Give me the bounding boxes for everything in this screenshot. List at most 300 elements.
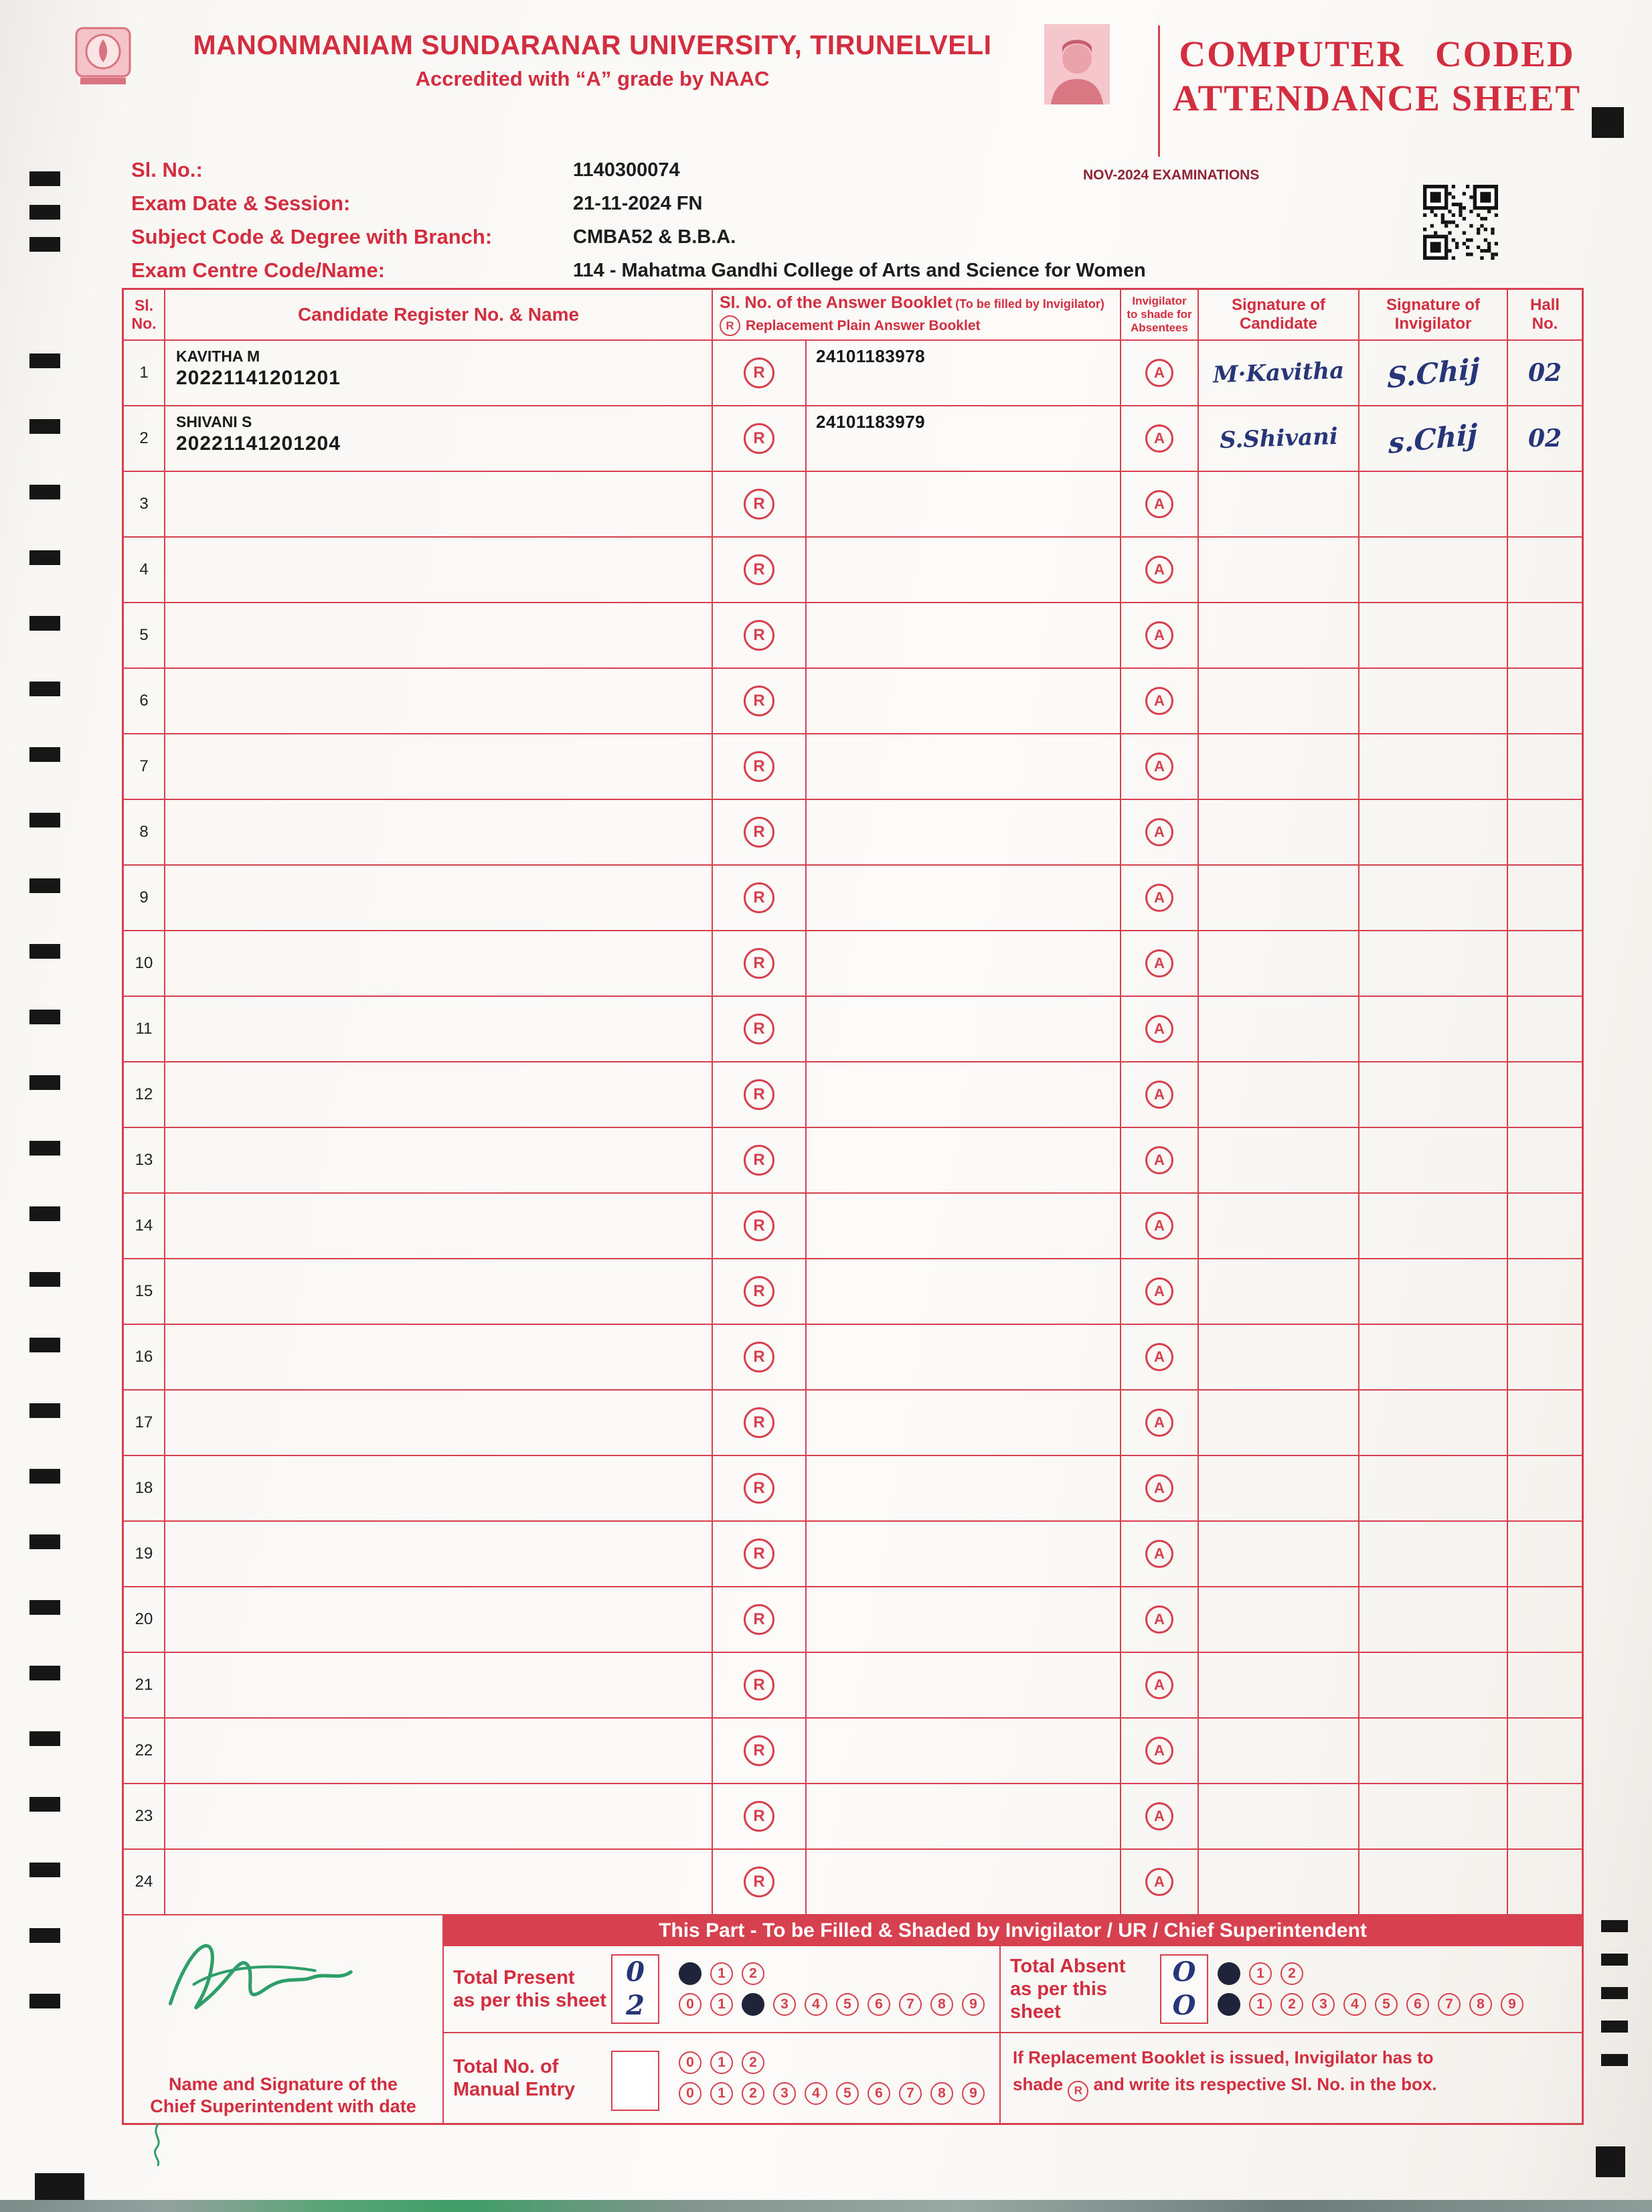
invigilator-signature-cell	[1359, 406, 1508, 472]
total-present-tens-bubble-2: 2	[742, 1962, 764, 1985]
sheet-title-line2: ATTENDANCE SHEET	[1172, 78, 1582, 118]
replacement-icon: R	[744, 1538, 774, 1569]
replacement-icon: R	[744, 686, 774, 716]
absent-marker-cell	[1121, 1128, 1199, 1194]
absent-icon: A	[1145, 1081, 1173, 1109]
booklet-number-cell	[807, 1522, 1121, 1587]
row-sl-no: 6	[124, 669, 165, 734]
registration-mark	[1601, 1920, 1628, 1932]
hall-no-cell	[1508, 341, 1582, 406]
footer-banner: This Part - To be Filled & Shaded by Invigilator / UR / Chief Superintendent	[444, 1915, 1582, 1946]
total-present-units-bubble-3: 3	[773, 1993, 796, 2016]
total-absent-tens-row	[1218, 1962, 1582, 1985]
registration-mark	[29, 1010, 60, 1024]
candidate-cell	[165, 1784, 713, 1850]
invigilator-signature-cell	[1359, 1784, 1508, 1850]
candidate-cell	[165, 1062, 713, 1128]
candidate-cell	[165, 997, 713, 1062]
booklet-number-cell: 24101183979	[807, 406, 1121, 472]
row-sl-no: 13	[124, 1128, 165, 1194]
hall-no-cell	[1508, 1587, 1582, 1653]
absent-marker-cell	[1121, 472, 1199, 538]
table-row	[124, 997, 1582, 1062]
replacement-icon: R	[744, 620, 774, 651]
manual-entry-tens-bubble-0: 0	[679, 2051, 701, 2074]
table-row	[124, 1391, 1582, 1456]
candidate-signature-cell	[1199, 1259, 1359, 1325]
candidate-signature-cell	[1199, 1850, 1359, 1915]
invigilator-signature-cell	[1359, 1719, 1508, 1784]
header-signature-candidate: Signature of Candidate	[1199, 290, 1359, 341]
header-absent-shade: Invigilator to shade for Absentees	[1121, 290, 1199, 341]
row-sl-no: 23	[124, 1784, 165, 1850]
total-present-bubbles	[675, 1946, 999, 2032]
total-absent-written-tens: O	[1172, 1956, 1196, 1988]
booklet-number-cell	[807, 1850, 1121, 1915]
absent-marker-cell	[1121, 931, 1199, 997]
hall-no-cell	[1508, 1784, 1582, 1850]
candidate-cell	[165, 1653, 713, 1719]
registration-mark	[29, 813, 60, 827]
absent-marker-cell	[1121, 1194, 1199, 1259]
invigilator-signature-cell	[1359, 1522, 1508, 1587]
absent-marker-cell	[1121, 1391, 1199, 1456]
absent-marker-cell	[1121, 341, 1199, 406]
invigilator-signature-cell	[1359, 931, 1508, 997]
total-present-units-bubble-8: 8	[930, 1993, 953, 2016]
replacement-icon: R	[744, 1735, 774, 1766]
total-present-units-bubble-2	[742, 1993, 764, 2016]
manual-entry-units-bubble-8: 8	[930, 2082, 953, 2105]
candidate-cell	[165, 800, 713, 866]
absent-icon: A	[1145, 1277, 1173, 1306]
absent-marker-cell	[1121, 1587, 1199, 1653]
founder-portrait	[1044, 24, 1110, 108]
header-booklet	[713, 290, 1121, 341]
invigilator-signature-cell	[1359, 1325, 1508, 1391]
replacement-marker-cell	[713, 1653, 807, 1719]
total-present-written-units: 2	[626, 1990, 645, 2021]
exam-date-value: 21-11-2024 FN	[573, 193, 703, 214]
registration-mark	[1592, 107, 1624, 138]
booklet-number-cell	[807, 1653, 1121, 1719]
registration-mark	[29, 878, 60, 893]
candidate-cell	[165, 1325, 713, 1391]
sl-no-label: Sl. No.:	[131, 158, 203, 181]
replacement-marker-cell	[713, 341, 807, 406]
hall-no-cell	[1508, 931, 1582, 997]
replacement-marker-cell	[713, 1719, 807, 1784]
invigilator-signature-cell	[1359, 1062, 1508, 1128]
absent-icon: A	[1145, 1015, 1173, 1043]
registration-mark	[29, 1863, 60, 1877]
total-absent-label: Total Absent as per this sheet	[999, 1946, 1160, 2032]
invigilator-signature-cell	[1359, 1850, 1508, 1915]
total-present-units-row	[679, 1993, 999, 2016]
header-booklet-sub: Replacement Plain Answer Booklet	[746, 317, 981, 333]
registration-mark	[29, 1666, 60, 1680]
absent-icon: A	[1145, 424, 1173, 453]
total-absent-written-units: O	[1172, 1990, 1196, 2021]
sheet-title-line1: COMPUTER CODED	[1179, 33, 1575, 74]
registration-mark	[29, 1731, 60, 1746]
candidate-cell	[165, 538, 713, 603]
invigilator-signature-cell	[1359, 603, 1508, 669]
table-row	[124, 1719, 1582, 1784]
replacement-marker-cell	[713, 1259, 807, 1325]
total-absent-units-bubble-4: 4	[1343, 1993, 1366, 2016]
candidate-cell	[165, 931, 713, 997]
registration-mark	[1601, 1954, 1628, 1966]
row-sl-no: 17	[124, 1391, 165, 1456]
candidate-signature-cell	[1199, 341, 1359, 406]
header-signature-invigilator: Signature of Invigilator	[1359, 290, 1508, 341]
invigilator-signature-cell	[1359, 341, 1508, 406]
row-sl-no: 20	[124, 1587, 165, 1653]
candidate-register-no: 20221141201201	[176, 367, 341, 389]
absent-icon: A	[1145, 753, 1173, 781]
replacement-marker-cell	[713, 1522, 807, 1587]
registration-mark	[29, 1338, 60, 1352]
header-booklet-note: (To be filled by Invigilator)	[955, 297, 1104, 311]
total-present-units-bubble-9: 9	[962, 1993, 985, 2016]
invigilator-signature-cell	[1359, 1653, 1508, 1719]
hall-no-cell	[1508, 1850, 1582, 1915]
candidate-signature-cell	[1199, 1391, 1359, 1456]
table-row	[124, 341, 1582, 406]
total-present-units-bubble-6: 6	[868, 1993, 890, 2016]
table-row	[124, 800, 1582, 866]
table-row	[124, 931, 1582, 997]
replacement-icon: R	[744, 1670, 774, 1701]
candidate-signature-cell	[1199, 538, 1359, 603]
registration-mark	[29, 1600, 60, 1615]
hall-no-cell	[1508, 1128, 1582, 1194]
hall-no-cell	[1508, 538, 1582, 603]
absent-icon: A	[1145, 1409, 1173, 1437]
replacement-marker-cell	[713, 1850, 807, 1915]
replacement-icon: R	[744, 1145, 774, 1176]
centre-label: Exam Centre Code/Name:	[131, 258, 386, 282]
hall-no-cell	[1508, 1062, 1582, 1128]
attendance-table	[122, 288, 1584, 2125]
manual-entry-units-bubble-5: 5	[836, 2082, 859, 2105]
booklet-number-cell	[807, 1391, 1121, 1456]
booklet-number-cell	[807, 1194, 1121, 1259]
replacement-icon: R	[744, 489, 774, 520]
registration-mark	[29, 1928, 60, 1943]
manual-entry-units-bubble-2: 2	[742, 2082, 764, 2105]
hall-no-cell	[1508, 1653, 1582, 1719]
table-row	[124, 1653, 1582, 1719]
total-absent-units-bubble-3: 3	[1312, 1993, 1335, 2016]
candidate-signature-cell	[1199, 866, 1359, 931]
hall-no-cell	[1508, 1522, 1582, 1587]
university-name: MANONMANIAM SUNDARANAR UNIVERSITY, TIRUNELVELI	[193, 29, 992, 60]
replacement-marker-cell	[713, 1587, 807, 1653]
registration-mark	[29, 171, 60, 186]
candidate-cell	[165, 1194, 713, 1259]
absent-marker-cell	[1121, 734, 1199, 800]
total-present-written-box	[611, 1946, 675, 2032]
replacement-icon: R	[744, 1801, 774, 1832]
candidate-cell	[165, 1456, 713, 1522]
total-present-tens-bubble-0	[679, 1962, 701, 1985]
invigilator-signature-cell	[1359, 1587, 1508, 1653]
candidate-signature-cell	[1199, 997, 1359, 1062]
replacement-icon: R	[744, 1079, 774, 1110]
absent-icon: A	[1145, 621, 1173, 649]
row-sl-no: 16	[124, 1325, 165, 1391]
candidate-cell	[165, 1719, 713, 1784]
absent-icon: A	[1145, 1802, 1173, 1830]
registration-mark	[29, 1075, 60, 1090]
candidate-signature-cell	[1199, 669, 1359, 734]
candidate-cell	[165, 1259, 713, 1325]
registration-mark	[29, 353, 60, 368]
total-absent-bubbles	[1214, 1946, 1582, 2032]
candidate-signature: M·Kavitha	[1212, 357, 1345, 389]
hall-no-cell	[1508, 866, 1582, 931]
manual-entry-units-bubble-0: 0	[679, 2082, 701, 2105]
registration-mark	[29, 237, 60, 252]
booklet-number-cell	[807, 1062, 1121, 1128]
absent-marker-cell	[1121, 800, 1199, 866]
sheet-title	[1170, 32, 1584, 121]
table-body	[124, 341, 1582, 1915]
total-present-tens-bubble-1: 1	[710, 1962, 733, 1985]
subject-label: Subject Code & Degree with Branch:	[131, 225, 493, 248]
invigilator-signature-cell	[1359, 538, 1508, 603]
total-present-tens-row	[679, 1962, 999, 1985]
registration-mark	[29, 1403, 60, 1418]
manual-entry-units-bubble-4: 4	[805, 2082, 827, 2105]
replacement-icon: R	[744, 948, 774, 979]
candidate-signature-cell	[1199, 1653, 1359, 1719]
total-absent-units-bubble-1: 1	[1249, 1993, 1272, 2016]
replacement-icon: R	[744, 1276, 774, 1307]
manual-entry-label: Total No. of Manual Entry	[453, 2056, 576, 2100]
replacement-icon: R	[744, 1407, 774, 1438]
registration-mark	[29, 1534, 60, 1549]
replacement-marker-cell	[713, 1325, 807, 1391]
replacement-icon: R	[744, 1342, 774, 1372]
absent-icon: A	[1145, 1212, 1173, 1240]
absent-icon: A	[1145, 1343, 1173, 1371]
table-row	[124, 1194, 1582, 1259]
subject-value: CMBA52 & B.B.A.	[573, 226, 736, 248]
total-absent-units-bubble-2: 2	[1281, 1993, 1303, 2016]
row-sl-no: 21	[124, 1653, 165, 1719]
hall-no-value: 02	[1527, 424, 1562, 453]
totals-row	[444, 1946, 1582, 2033]
exam-date-label: Exam Date & Session:	[131, 191, 351, 215]
registration-mark	[29, 485, 60, 499]
table-row	[124, 669, 1582, 734]
hall-no-cell	[1508, 406, 1582, 472]
row-sl-no: 22	[124, 1719, 165, 1784]
candidate-cell	[165, 1850, 713, 1915]
row-sl-no: 1	[124, 341, 165, 406]
registration-mark	[29, 1206, 60, 1221]
table-footer	[124, 1915, 1582, 2123]
absent-marker-cell	[1121, 1719, 1199, 1784]
replacement-marker-cell	[713, 1391, 807, 1456]
candidate-signature-cell	[1199, 1194, 1359, 1259]
manual-entry-tens-bubble-2: 2	[742, 2051, 764, 2074]
table-row	[124, 866, 1582, 931]
total-present-units-bubble-7: 7	[899, 1993, 922, 2016]
total-absent-tens-bubble-0	[1218, 1962, 1240, 1985]
manual-entry-units-bubble-9: 9	[962, 2082, 985, 2105]
hall-no-cell	[1508, 1325, 1582, 1391]
row-sl-no: 19	[124, 1522, 165, 1587]
booklet-number-cell	[807, 1259, 1121, 1325]
table-row	[124, 1522, 1582, 1587]
replacement-icon: R	[744, 1867, 774, 1897]
invigilator-signature-cell	[1359, 734, 1508, 800]
replacement-marker-cell	[713, 1062, 807, 1128]
replacement-icon: R	[744, 358, 774, 388]
chief-superintendent-cell	[124, 1915, 444, 2123]
total-absent-units-bubble-6: 6	[1406, 1993, 1429, 2016]
row-sl-no: 5	[124, 603, 165, 669]
hall-no-cell	[1508, 669, 1582, 734]
replacement-marker-cell	[713, 406, 807, 472]
invigilator-signature: S.Chij	[1387, 351, 1479, 394]
accreditation-line: Accredited with “A” grade by NAAC	[415, 67, 770, 90]
row-sl-no: 4	[124, 538, 165, 603]
absent-marker-cell	[1121, 1850, 1199, 1915]
booklet-number-cell	[807, 866, 1121, 931]
table-row	[124, 1128, 1582, 1194]
exam-session-label: NOV-2024 EXAMINATIONS	[1083, 167, 1260, 183]
replacement-icon: R	[1068, 2081, 1088, 2102]
replacement-marker-cell	[713, 1194, 807, 1259]
booklet-number-cell	[807, 997, 1121, 1062]
registration-mark	[29, 1141, 60, 1156]
header-booklet-main: Sl. No. of the Answer Booklet	[720, 293, 953, 312]
candidate-signature-cell	[1199, 1062, 1359, 1128]
replacement-marker-cell	[713, 1128, 807, 1194]
booklet-number-cell	[807, 1784, 1121, 1850]
replacement-marker-cell	[713, 866, 807, 931]
table-row	[124, 1850, 1582, 1915]
replacement-icon: R	[744, 1604, 774, 1635]
absent-marker-cell	[1121, 1456, 1199, 1522]
invigilator-signature-cell	[1359, 800, 1508, 866]
absent-marker-cell	[1121, 538, 1199, 603]
absent-icon: A	[1145, 1737, 1173, 1765]
replacement-marker-cell	[713, 931, 807, 997]
invigilator-signature-cell	[1359, 472, 1508, 538]
total-absent-units-bubble-7: 7	[1438, 1993, 1461, 2016]
registration-mark	[29, 1469, 60, 1484]
candidate-signature-cell	[1199, 406, 1359, 472]
candidate-cell	[165, 1522, 713, 1587]
candidate-signature-cell	[1199, 472, 1359, 538]
booklet-number-cell	[807, 1325, 1121, 1391]
hall-no-cell	[1508, 603, 1582, 669]
row-sl-no: 15	[124, 1259, 165, 1325]
candidate-cell	[165, 1587, 713, 1653]
invigilator-signature: s.Chij	[1388, 417, 1478, 460]
replacement-icon: R	[744, 554, 774, 585]
booklet-number-cell	[807, 1456, 1121, 1522]
header-divider	[1158, 25, 1160, 157]
table-row	[124, 1062, 1582, 1128]
absent-icon: A	[1145, 818, 1173, 846]
manual-entry-written-box	[611, 2033, 675, 2123]
absent-marker-cell	[1121, 997, 1199, 1062]
candidate-register-no: 20221141201204	[176, 432, 341, 455]
manual-entry-units-bubble-1: 1	[710, 2082, 733, 2105]
registration-mark	[29, 205, 60, 220]
booklet-number-cell	[807, 472, 1121, 538]
table-row	[124, 538, 1582, 603]
total-absent-units-bubble-5: 5	[1375, 1993, 1398, 2016]
hall-no-cell	[1508, 1259, 1582, 1325]
table-row	[124, 1587, 1582, 1653]
booklet-number-cell	[807, 734, 1121, 800]
replacement-marker-cell	[713, 669, 807, 734]
registration-mark	[1601, 1987, 1628, 1999]
registration-mark	[29, 1272, 60, 1287]
header-sl-no: Sl. No.	[124, 290, 165, 341]
hall-no-cell	[1508, 1391, 1582, 1456]
row-sl-no: 18	[124, 1456, 165, 1522]
table-header	[124, 290, 1582, 341]
table-row	[124, 734, 1582, 800]
total-present-units-bubble-0: 0	[679, 1993, 701, 2016]
manual-entry-units-bubble-6: 6	[868, 2082, 890, 2105]
candidate-signature-cell	[1199, 1522, 1359, 1587]
total-present-units-bubble-4: 4	[805, 1993, 827, 2016]
replacement-marker-cell	[713, 603, 807, 669]
replacement-marker-cell	[713, 734, 807, 800]
university-logo	[75, 27, 131, 89]
candidate-cell	[165, 669, 713, 734]
total-present-written-tens: 0	[626, 1956, 645, 1988]
absent-marker-cell	[1121, 1325, 1199, 1391]
invigilator-signature-cell	[1359, 1128, 1508, 1194]
absent-marker-cell	[1121, 1062, 1199, 1128]
invigilator-signature-cell	[1359, 997, 1508, 1062]
absent-icon: A	[1145, 556, 1173, 584]
total-absent-tens-bubble-1: 1	[1249, 1962, 1272, 1985]
absent-marker-cell	[1121, 603, 1199, 669]
row-sl-no: 8	[124, 800, 165, 866]
replacement-icon: R	[744, 882, 774, 913]
absent-icon: A	[1145, 1474, 1173, 1502]
candidate-name: SHIVANI S	[176, 413, 252, 430]
registration-mark	[29, 1797, 60, 1812]
manual-entry-tens-row	[679, 2051, 999, 2074]
manual-entry-units-bubble-3: 3	[773, 2082, 796, 2105]
candidate-cell	[165, 734, 713, 800]
table-row	[124, 1456, 1582, 1522]
absent-icon: A	[1145, 884, 1173, 912]
absent-icon: A	[1145, 1605, 1173, 1634]
candidate-signature-cell	[1199, 1719, 1359, 1784]
registration-mark	[1596, 2146, 1625, 2177]
registration-mark	[1601, 2054, 1628, 2066]
hall-no-cell	[1508, 734, 1582, 800]
row-sl-no: 7	[124, 734, 165, 800]
registration-mark	[29, 616, 60, 631]
total-present-label: Total Present as per this sheet	[453, 1967, 606, 2011]
table-row	[124, 1325, 1582, 1391]
